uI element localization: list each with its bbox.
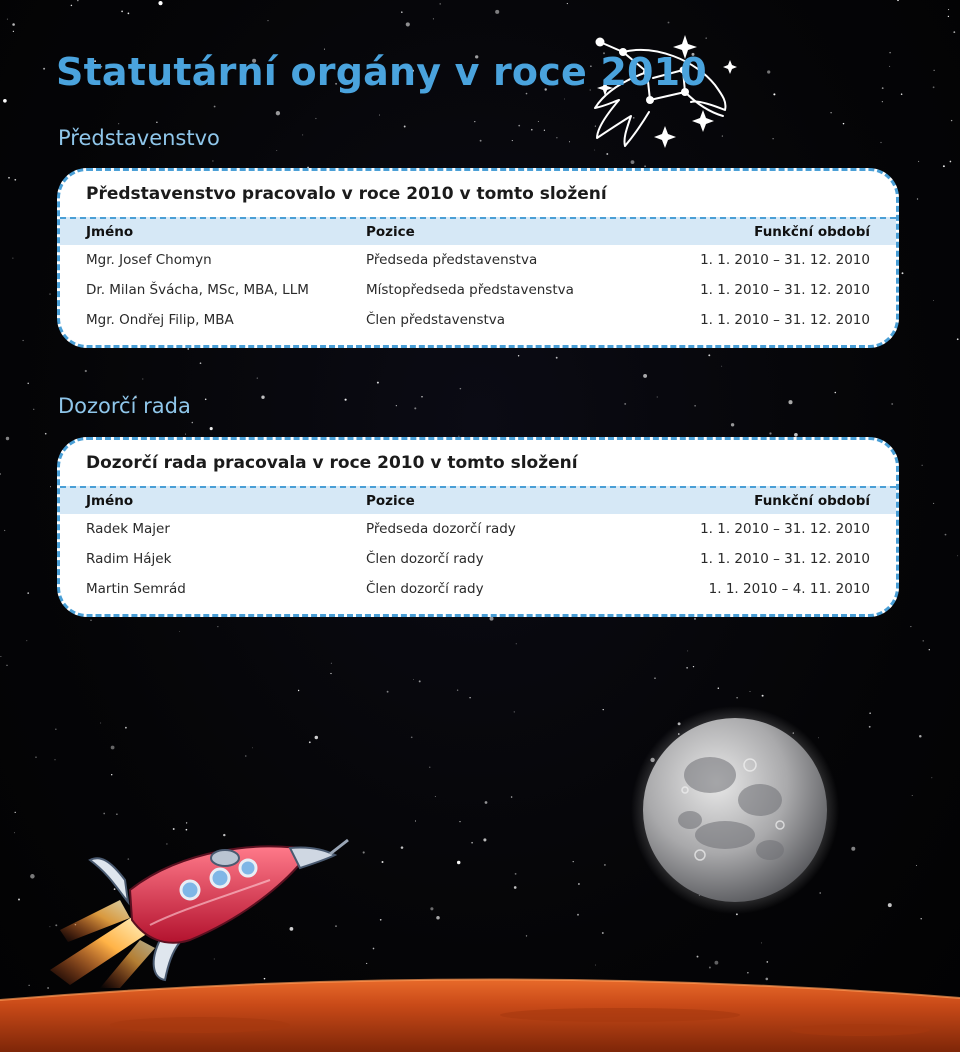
star	[767, 70, 770, 73]
member-position: Místopředseda představenstva	[366, 282, 574, 298]
star	[882, 101, 883, 102]
star	[948, 9, 949, 10]
star	[345, 399, 347, 401]
star	[377, 382, 379, 384]
star	[889, 52, 891, 54]
star	[457, 861, 460, 864]
star	[920, 918, 921, 919]
star	[888, 903, 892, 907]
star	[912, 795, 913, 796]
star	[933, 300, 934, 301]
star	[762, 695, 764, 697]
star	[511, 796, 513, 798]
star	[897, 0, 899, 1]
star	[773, 93, 775, 95]
column-header-position: Pozice	[366, 493, 415, 509]
star	[459, 821, 460, 822]
star	[35, 757, 36, 758]
star	[526, 935, 527, 936]
star	[668, 22, 670, 24]
column-header-position: Pozice	[366, 224, 415, 240]
star	[950, 161, 952, 163]
table-row	[60, 305, 896, 335]
star	[205, 399, 207, 401]
star	[951, 120, 952, 121]
star	[483, 838, 486, 841]
star	[880, 142, 881, 143]
star	[142, 378, 143, 379]
star	[512, 140, 513, 141]
star	[882, 87, 884, 89]
supervisory-table-header	[60, 486, 896, 514]
star	[419, 680, 421, 682]
star	[252, 747, 253, 748]
table-row	[60, 544, 896, 574]
star	[118, 123, 119, 124]
star	[686, 667, 687, 668]
star	[943, 165, 945, 167]
star	[404, 126, 406, 128]
star	[0, 473, 1, 475]
star	[379, 115, 380, 116]
star	[125, 727, 127, 729]
star	[185, 434, 186, 435]
star	[439, 3, 441, 5]
member-term: 1. 1. 2010 – 4. 11. 2010	[708, 581, 870, 597]
star	[490, 617, 494, 621]
star	[694, 405, 696, 407]
star	[111, 774, 112, 775]
star	[411, 736, 413, 738]
star	[55, 759, 56, 760]
star	[302, 134, 303, 135]
page-title: Statutární orgány v roce 2010	[56, 50, 707, 94]
member-name: Martin Semrád	[86, 581, 186, 597]
star	[267, 20, 268, 21]
star	[687, 650, 688, 651]
star	[433, 18, 434, 19]
star	[200, 362, 202, 364]
star	[693, 666, 694, 667]
star	[406, 22, 410, 26]
member-term: 1. 1. 2010 – 31. 12. 2010	[700, 312, 870, 328]
star	[49, 293, 50, 294]
star	[6, 665, 7, 666]
star	[212, 160, 213, 161]
star	[902, 272, 904, 274]
star	[889, 66, 890, 67]
member-position: Člen představenstva	[366, 312, 506, 328]
star	[514, 886, 517, 889]
column-header-name: Jméno	[86, 224, 134, 240]
star	[910, 626, 911, 627]
star	[363, 851, 365, 853]
star	[257, 378, 258, 379]
star	[891, 403, 893, 405]
star	[276, 111, 280, 115]
star	[495, 10, 499, 14]
star	[957, 555, 958, 556]
star	[917, 198, 918, 199]
star	[366, 963, 367, 964]
star	[772, 138, 773, 139]
star	[603, 709, 604, 710]
star	[933, 86, 935, 88]
star	[731, 423, 734, 426]
star	[709, 967, 711, 969]
star	[901, 93, 903, 95]
star	[602, 932, 604, 934]
star	[556, 137, 557, 138]
star	[415, 821, 416, 822]
member-position: Předseda představenstva	[366, 252, 538, 268]
star	[564, 99, 565, 100]
star	[7, 19, 8, 20]
star	[331, 663, 332, 664]
star	[515, 873, 517, 875]
star	[380, 919, 382, 921]
star	[158, 1, 162, 5]
star	[869, 713, 870, 714]
star	[544, 130, 545, 131]
star	[103, 813, 105, 815]
star	[210, 427, 213, 430]
star	[516, 643, 517, 644]
star	[90, 620, 91, 621]
star	[457, 689, 458, 690]
table-row	[60, 275, 896, 305]
star	[657, 397, 658, 398]
member-name: Mgr. Ondřej Filip, MBA	[86, 312, 234, 328]
star	[315, 118, 316, 119]
star	[13, 31, 14, 32]
star	[460, 388, 462, 390]
star	[851, 847, 855, 851]
star	[121, 11, 123, 13]
star	[192, 422, 194, 424]
star	[261, 396, 264, 399]
star	[480, 140, 482, 142]
star	[469, 697, 470, 698]
supervisory-table-caption: Dozorčí rada pracovala v roce 2010 v tomto složení	[86, 453, 578, 473]
star	[111, 746, 115, 750]
board-table-caption: Představenstvo pracovalo v roce 2010 v tomto složení	[86, 184, 607, 204]
star	[330, 673, 331, 674]
member-name: Radek Majer	[86, 521, 170, 537]
star	[128, 13, 130, 15]
star	[474, 121, 475, 122]
star	[953, 31, 955, 33]
star	[485, 801, 488, 804]
star	[12, 258, 13, 259]
table-row	[60, 514, 896, 544]
star	[22, 340, 23, 341]
star	[918, 161, 919, 162]
star	[45, 433, 47, 435]
star	[869, 726, 871, 728]
member-term: 1. 1. 2010 – 31. 12. 2010	[700, 282, 870, 298]
column-header-name: Jméno	[86, 493, 134, 509]
member-name: Dr. Milan Švácha, MSc, MBA, LLM	[86, 282, 309, 298]
board-table-header	[60, 217, 896, 245]
star	[604, 864, 606, 866]
star	[624, 403, 626, 405]
star	[421, 396, 422, 397]
star	[217, 626, 218, 627]
star	[382, 861, 384, 863]
star	[766, 961, 768, 963]
star	[929, 649, 930, 650]
star	[708, 354, 710, 356]
star	[401, 11, 403, 13]
star	[396, 405, 397, 406]
star	[179, 631, 180, 632]
table-row	[60, 245, 896, 275]
star	[116, 813, 117, 814]
star	[100, 722, 101, 723]
board-table-card	[57, 168, 899, 348]
member-term: 1. 1. 2010 – 31. 12. 2010	[700, 551, 870, 567]
star	[697, 956, 699, 958]
member-term: 1. 1. 2010 – 31. 12. 2010	[700, 252, 870, 268]
star	[948, 16, 949, 17]
star	[15, 812, 16, 813]
star	[414, 407, 416, 409]
star	[471, 842, 473, 844]
star	[843, 123, 845, 125]
star	[12, 23, 15, 26]
star	[694, 618, 696, 620]
star	[18, 899, 20, 901]
star	[769, 432, 771, 434]
moon-illustration	[630, 705, 840, 915]
star	[916, 865, 917, 866]
member-name: Radim Hájek	[86, 551, 172, 567]
star	[33, 409, 34, 410]
star	[55, 729, 56, 730]
rocket-illustration	[40, 820, 350, 990]
member-position: Člen dozorčí rady	[366, 551, 484, 567]
star	[573, 861, 574, 862]
star	[514, 711, 515, 712]
star	[436, 916, 440, 920]
member-name: Mgr. Josef Chomyn	[86, 252, 212, 268]
star	[8, 177, 10, 179]
star	[4, 530, 5, 531]
star	[531, 129, 533, 131]
star	[518, 125, 520, 127]
board-section-heading: Představenstvo	[58, 126, 220, 150]
star	[309, 741, 311, 743]
star	[245, 755, 246, 756]
star	[77, 0, 78, 1]
star	[750, 691, 751, 692]
star	[933, 503, 934, 504]
star	[43, 68, 45, 70]
star	[85, 370, 87, 372]
star	[567, 3, 568, 4]
table-row	[60, 574, 896, 604]
star	[413, 679, 414, 680]
star	[830, 112, 831, 113]
star	[156, 122, 157, 123]
column-header-term: Funkční období	[754, 493, 870, 509]
star	[315, 736, 318, 739]
star	[919, 735, 922, 738]
star	[3, 99, 7, 103]
star	[435, 796, 436, 797]
star	[14, 832, 15, 833]
star	[0, 656, 1, 657]
star	[276, 150, 277, 151]
member-position: Předseda dozorčí rady	[366, 521, 516, 537]
star	[569, 141, 570, 142]
star	[27, 383, 28, 384]
supervisory-table-card	[57, 437, 899, 617]
star	[654, 678, 655, 679]
star	[214, 106, 216, 108]
star	[788, 400, 792, 404]
supervisory-section-heading: Dozorčí rada	[58, 394, 191, 418]
star	[631, 160, 635, 164]
star	[721, 366, 722, 367]
star	[934, 70, 935, 71]
star	[71, 5, 73, 7]
star	[373, 948, 375, 950]
column-header-term: Funkční období	[754, 224, 870, 240]
star	[30, 874, 35, 879]
star	[50, 486, 51, 487]
star	[736, 697, 737, 698]
star	[298, 690, 299, 691]
star	[595, 965, 596, 966]
star	[6, 437, 9, 440]
star	[718, 688, 719, 689]
star	[761, 942, 762, 943]
member-term: 1. 1. 2010 – 31. 12. 2010	[700, 521, 870, 537]
star	[957, 338, 959, 340]
star	[922, 465, 923, 466]
star	[945, 534, 947, 536]
star	[556, 357, 558, 359]
star	[923, 640, 924, 641]
star	[643, 374, 647, 378]
star	[715, 961, 719, 965]
star	[518, 355, 519, 356]
star	[187, 348, 188, 349]
star	[26, 640, 27, 641]
member-position: Člen dozorčí rady	[366, 581, 484, 597]
star	[27, 592, 29, 594]
star	[931, 777, 932, 778]
star	[14, 179, 16, 181]
star	[644, 165, 645, 166]
star	[538, 121, 539, 122]
star	[401, 846, 404, 849]
star	[835, 392, 837, 394]
star	[577, 914, 579, 916]
star	[387, 691, 389, 693]
star	[578, 883, 580, 885]
star	[429, 767, 430, 768]
star	[430, 907, 433, 910]
